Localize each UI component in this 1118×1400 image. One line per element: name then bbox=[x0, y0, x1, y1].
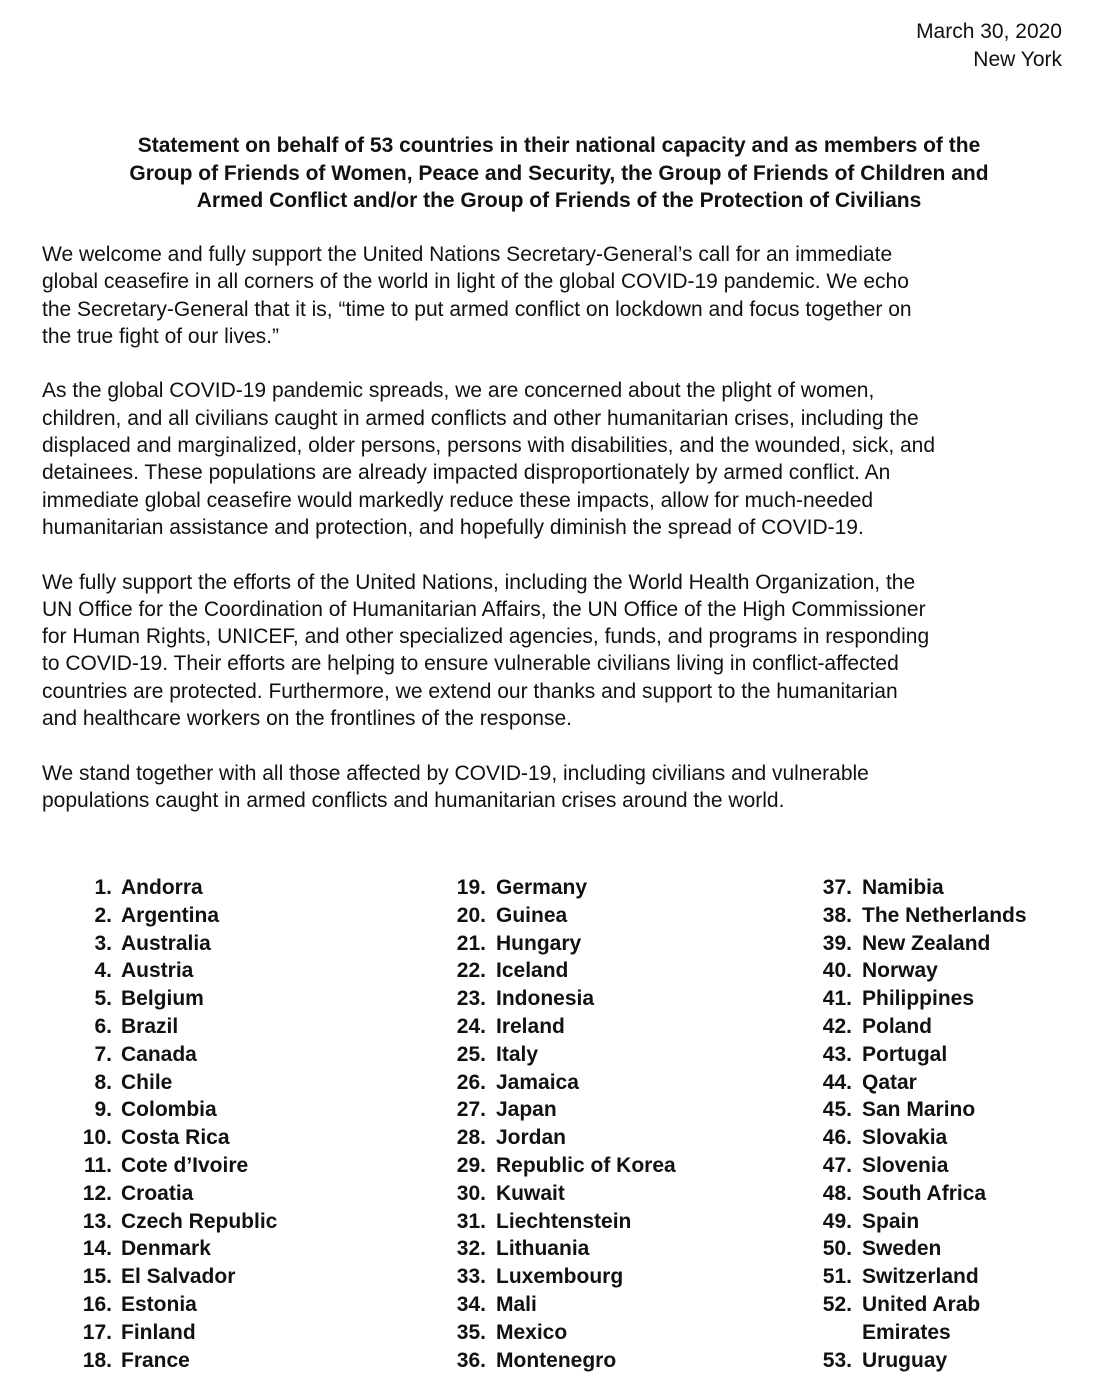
country-list-item bbox=[446, 1180, 676, 1208]
paragraph-line: to COVID-19. Their efforts are helping to ensure vulnerable civilians living in conflict-affected bbox=[42, 652, 899, 676]
country-name: Republic of Korea bbox=[496, 1153, 676, 1177]
country-name: Argentina bbox=[121, 903, 220, 927]
country-list-item bbox=[70, 1208, 277, 1236]
country-name: Kuwait bbox=[496, 1181, 565, 1205]
paragraph-line: the true fight of our lives.” bbox=[42, 324, 279, 348]
country-list-item bbox=[446, 930, 676, 958]
paragraph-ceasefire-support bbox=[42, 241, 1082, 350]
country-list-item bbox=[446, 1013, 676, 1041]
paragraph-line: for Human Rights, UNICEF, and other specialized agencies, funds, and programs in responding bbox=[42, 625, 930, 649]
country-list-item bbox=[70, 930, 277, 958]
paragraph-line: We welcome and fully support the United Nations Secretary-General’s call for an immediate bbox=[42, 243, 893, 266]
country-list-item bbox=[812, 1180, 1027, 1208]
country-list-column-1 bbox=[70, 874, 277, 1374]
country-name: Denmark bbox=[121, 1237, 211, 1261]
country-list-item bbox=[812, 1096, 1027, 1124]
paragraph-line: displaced and marginalized, older persons, persons with disabilities, and the wounded, sick, and bbox=[42, 434, 936, 458]
country-name: Austria bbox=[121, 959, 194, 983]
country-number: 11. bbox=[83, 1153, 112, 1177]
country-number: 37. bbox=[822, 876, 852, 899]
statement-body bbox=[42, 241, 1082, 842]
country-list-item bbox=[446, 1291, 676, 1319]
country-number: 32. bbox=[456, 1237, 486, 1261]
country-number: 27. bbox=[456, 1098, 486, 1122]
country-list-item bbox=[70, 1069, 277, 1097]
country-list-item bbox=[812, 1124, 1027, 1152]
country-name: Brazil bbox=[121, 1014, 179, 1038]
country-name: Japan bbox=[496, 1098, 557, 1122]
country-name: Slovakia bbox=[862, 1126, 948, 1150]
country-number: 30. bbox=[456, 1181, 486, 1205]
country-list-item bbox=[446, 1319, 676, 1347]
country-list-item bbox=[812, 1152, 1027, 1180]
country-list-item bbox=[446, 1124, 676, 1152]
country-name: Qatar bbox=[862, 1070, 917, 1094]
date-text: March 30, 2020 bbox=[916, 20, 1062, 43]
country-number: 19. bbox=[456, 876, 486, 899]
title-line: Statement on behalf of 53 countries in their national capacity and as members of the bbox=[137, 134, 981, 157]
country-list-item bbox=[70, 1013, 277, 1041]
country-number: 23. bbox=[456, 987, 486, 1011]
paragraph-concerns bbox=[42, 377, 1082, 541]
paragraph-line: immediate global ceasefire would markedly reduce these impacts, allow for much-needed bbox=[42, 488, 874, 512]
country-number: 6. bbox=[94, 1014, 112, 1038]
country-name: Poland bbox=[862, 1014, 933, 1038]
country-list-item bbox=[70, 985, 277, 1013]
country-name: South Africa bbox=[862, 1181, 987, 1205]
country-name: Canada bbox=[121, 1042, 197, 1066]
country-name: Mexico bbox=[496, 1320, 568, 1344]
country-name: San Marino bbox=[862, 1098, 976, 1122]
country-number: 13. bbox=[82, 1209, 112, 1233]
country-list-item bbox=[812, 1235, 1027, 1263]
country-list-item bbox=[70, 1180, 277, 1208]
paragraph-line: We stand together with all those affected by COVID-19, including civilians and vulnerable bbox=[42, 761, 869, 785]
country-list-item bbox=[70, 1291, 277, 1319]
country-name: Croatia bbox=[121, 1181, 194, 1205]
country-number: 34. bbox=[456, 1292, 486, 1316]
country-number: 41. bbox=[822, 987, 852, 1011]
country-list-item bbox=[446, 1069, 676, 1097]
country-number: 45. bbox=[822, 1098, 852, 1122]
paragraph-line: UN Office for the Coordination of Humanitarian Affairs, the UN Office of the High Commissioner bbox=[42, 597, 926, 621]
paragraph-line: humanitarian assistance and protection, and hopefully diminish the spread of COVID-19. bbox=[42, 515, 864, 539]
paragraph-solidarity bbox=[42, 760, 1082, 815]
title-line: Group of Friends of Women, Peace and Security, the Group of Friends of Children and bbox=[129, 161, 989, 185]
country-number: 1. bbox=[94, 876, 112, 899]
country-number: 33. bbox=[456, 1265, 486, 1289]
country-name: Guinea bbox=[496, 903, 568, 927]
country-list-column-3 bbox=[812, 874, 1027, 1374]
country-number: 17. bbox=[82, 1320, 112, 1344]
country-name: Liechtenstein bbox=[496, 1209, 632, 1233]
paragraph-line: populations caught in armed conflicts and humanitarian crises around the world. bbox=[42, 788, 785, 812]
country-number: 15. bbox=[82, 1265, 112, 1289]
country-name: Luxembourg bbox=[496, 1265, 624, 1289]
country-list-item bbox=[70, 1263, 277, 1291]
country-name: France bbox=[121, 1348, 190, 1372]
country-list-item bbox=[70, 902, 277, 930]
country-name: Chile bbox=[121, 1070, 173, 1094]
country-name: Hungary bbox=[496, 931, 582, 955]
country-name: Germany bbox=[496, 876, 588, 899]
paragraph-line: countries are protected. Furthermore, we extend our thanks and support to the humanitarian bbox=[42, 679, 898, 703]
country-list-item bbox=[446, 1347, 676, 1375]
country-number: 14. bbox=[82, 1237, 112, 1261]
country-list-item bbox=[446, 1235, 676, 1263]
country-name: Montenegro bbox=[496, 1348, 617, 1372]
country-list-item bbox=[70, 1041, 277, 1069]
country-number: 35. bbox=[456, 1320, 486, 1344]
country-number: 8. bbox=[94, 1070, 112, 1094]
country-list-item bbox=[446, 874, 676, 902]
country-list-item bbox=[70, 1124, 277, 1152]
country-name: Jamaica bbox=[496, 1070, 579, 1094]
country-number: 18. bbox=[82, 1348, 112, 1372]
paragraph-line: global ceasefire in all corners of the world in light of the global COVID-19 pandemic. We echo bbox=[42, 270, 909, 294]
country-name: Sweden bbox=[862, 1237, 942, 1261]
country-list-item bbox=[446, 957, 676, 985]
paragraph-un-efforts bbox=[42, 569, 1082, 733]
country-number: 12. bbox=[82, 1181, 112, 1205]
country-name: Iceland bbox=[496, 959, 569, 983]
country-list-item bbox=[70, 874, 277, 902]
country-name: Portugal bbox=[862, 1042, 948, 1066]
country-number: 24. bbox=[456, 1014, 486, 1038]
country-name: Jordan bbox=[496, 1126, 567, 1150]
paragraph-line: We fully support the efforts of the United Nations, including the World Health Organization, the bbox=[42, 570, 916, 594]
country-name: Cote d’Ivoire bbox=[121, 1153, 249, 1177]
country-list-item bbox=[812, 1013, 1027, 1041]
country-number: 5. bbox=[94, 987, 112, 1011]
country-name: Namibia bbox=[862, 876, 944, 899]
country-number: 49. bbox=[822, 1209, 852, 1233]
paragraph-line: and healthcare workers on the frontlines of the response. bbox=[42, 707, 572, 731]
country-name: Slovenia bbox=[862, 1153, 949, 1177]
paragraph-line: the Secretary-General that it is, “time to put armed conflict on lockdown and focus together on bbox=[42, 297, 912, 321]
country-number: 48. bbox=[822, 1181, 852, 1205]
country-number: 36. bbox=[456, 1348, 486, 1372]
country-list-item bbox=[446, 1263, 676, 1291]
country-name: Belgium bbox=[121, 987, 204, 1011]
country-list-item bbox=[70, 1235, 277, 1263]
country-number: 53. bbox=[822, 1348, 852, 1372]
statement-title bbox=[40, 132, 1078, 215]
country-list-item bbox=[812, 1263, 1027, 1291]
country-number: 51. bbox=[822, 1265, 852, 1289]
country-list-item bbox=[446, 1041, 676, 1069]
paragraph-line: As the global COVID-19 pandemic spreads, we are concerned about the plight of women, bbox=[42, 379, 875, 403]
country-name: Czech Republic bbox=[121, 1209, 278, 1233]
country-list-column-2 bbox=[446, 874, 676, 1374]
country-number: 40. bbox=[822, 959, 852, 983]
country-list-item bbox=[446, 1208, 676, 1236]
country-list-item bbox=[812, 1208, 1027, 1236]
country-name: Colombia bbox=[121, 1098, 217, 1122]
country-number: 4. bbox=[94, 959, 112, 983]
country-name: Costa Rica bbox=[121, 1126, 230, 1150]
country-number: 46. bbox=[822, 1126, 852, 1150]
country-name: Uruguay bbox=[862, 1348, 948, 1372]
country-number: 16. bbox=[82, 1292, 112, 1316]
country-name: Lithuania bbox=[496, 1237, 590, 1261]
country-list-item bbox=[446, 1096, 676, 1124]
country-number: 29. bbox=[456, 1153, 486, 1177]
country-list-item bbox=[446, 1152, 676, 1180]
country-number: 42. bbox=[822, 1014, 852, 1038]
country-list-item bbox=[70, 1347, 277, 1375]
country-list-item bbox=[70, 1096, 277, 1124]
country-list-item bbox=[812, 1291, 1027, 1347]
country-name: Ireland bbox=[496, 1014, 565, 1038]
country-number: 3. bbox=[94, 931, 112, 955]
country-number: 20. bbox=[456, 903, 486, 927]
paragraph-line: children, and all civilians caught in armed conflicts and other humanitarian crises, including the bbox=[42, 406, 919, 430]
country-list-item bbox=[812, 902, 1027, 930]
country-list-item bbox=[812, 1347, 1027, 1375]
country-name: Spain bbox=[862, 1209, 920, 1233]
country-number: 31. bbox=[456, 1209, 486, 1233]
country-name: Switzerland bbox=[862, 1265, 979, 1289]
country-list-item bbox=[70, 1319, 277, 1347]
country-number: 10. bbox=[82, 1126, 112, 1150]
paragraph-line: detainees. These populations are already impacted disproportionately by armed conflict. An bbox=[42, 461, 891, 485]
country-name: The Netherlands bbox=[862, 903, 1027, 927]
country-number: 43. bbox=[822, 1042, 852, 1066]
dateline bbox=[916, 18, 1062, 74]
country-number: 21. bbox=[456, 931, 486, 955]
country-list-item bbox=[812, 930, 1027, 958]
country-list-item bbox=[812, 1041, 1027, 1069]
country-name: Norway bbox=[862, 959, 938, 983]
country-number: 26. bbox=[456, 1070, 486, 1094]
country-name: United Arab Emirates bbox=[862, 1292, 981, 1344]
country-list-item bbox=[812, 874, 1027, 902]
country-number: 25. bbox=[456, 1042, 486, 1066]
country-name: Indonesia bbox=[496, 987, 595, 1011]
country-list-item bbox=[812, 1069, 1027, 1097]
country-list-item bbox=[812, 985, 1027, 1013]
country-list-item bbox=[446, 902, 676, 930]
country-name: Australia bbox=[121, 931, 211, 955]
title-line: Armed Conflict and/or the Group of Friends of the Protection of Civilians bbox=[196, 189, 922, 212]
country-number: 52. bbox=[822, 1292, 852, 1316]
country-name: Finland bbox=[121, 1320, 196, 1344]
country-list-item bbox=[70, 1152, 277, 1180]
country-number: 50. bbox=[822, 1237, 852, 1261]
country-number: 22. bbox=[456, 959, 486, 983]
country-name: El Salvador bbox=[121, 1265, 236, 1289]
country-list-item bbox=[446, 985, 676, 1013]
country-list-item bbox=[70, 957, 277, 985]
country-name: Mali bbox=[496, 1292, 537, 1316]
country-number: 38. bbox=[822, 903, 852, 927]
country-number: 7. bbox=[94, 1042, 112, 1066]
country-name: Philippines bbox=[862, 987, 975, 1011]
country-name: Estonia bbox=[121, 1292, 197, 1316]
country-name: New Zealand bbox=[862, 931, 991, 955]
place-text: New York bbox=[973, 48, 1062, 71]
country-name: Andorra bbox=[121, 876, 203, 899]
country-number: 44. bbox=[822, 1070, 852, 1094]
country-number: 2. bbox=[94, 903, 112, 927]
country-number: 28. bbox=[456, 1126, 486, 1150]
country-name: Italy bbox=[496, 1042, 539, 1066]
country-number: 39. bbox=[822, 931, 852, 955]
country-list-item bbox=[812, 957, 1027, 985]
country-number: 9. bbox=[94, 1098, 112, 1122]
country-number: 47. bbox=[822, 1153, 852, 1177]
